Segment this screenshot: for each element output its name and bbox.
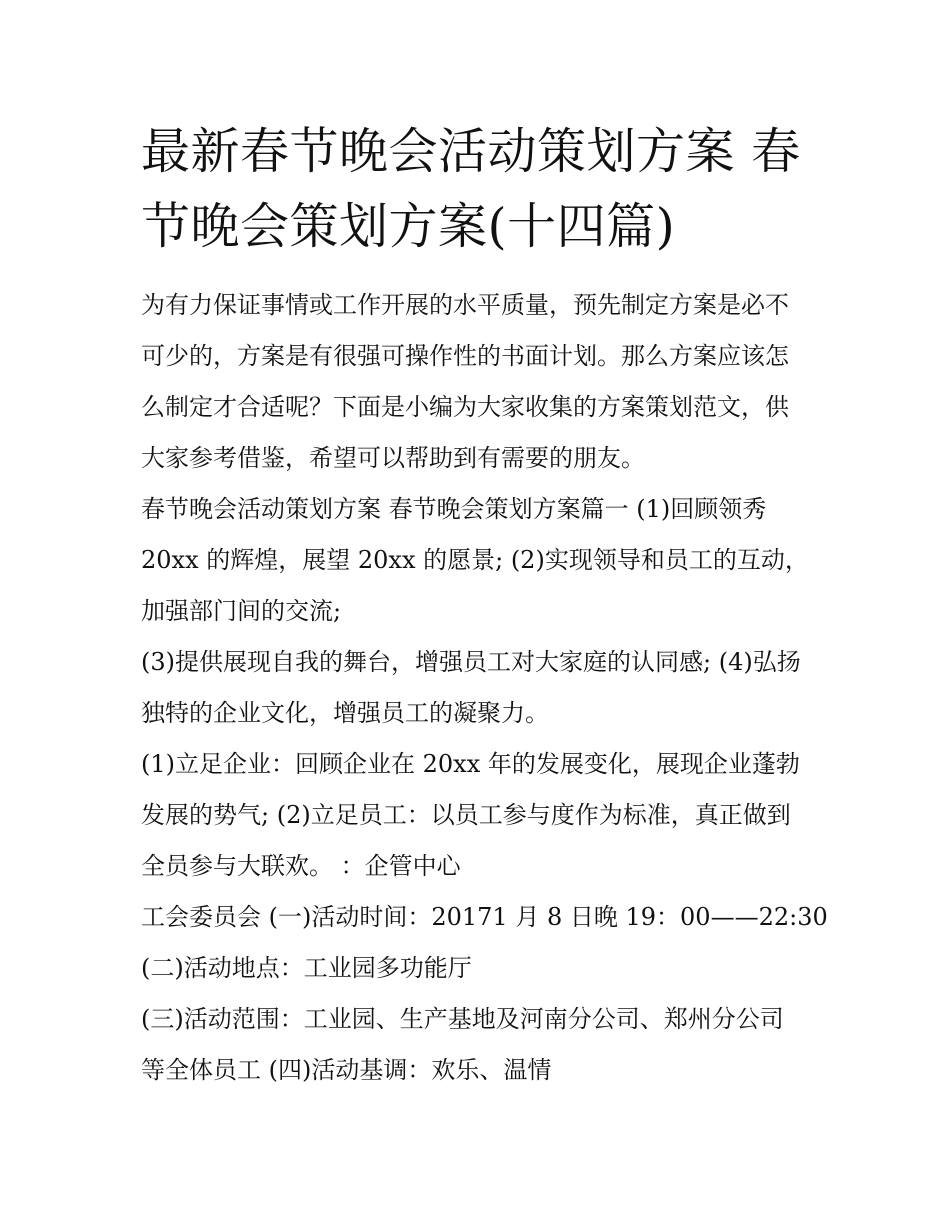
body-line: 可少的，方案是有很强可操作性的书面计划。那么方案应该怎 bbox=[141, 342, 789, 370]
title-line: 节晚会策划方案(十四篇) bbox=[141, 198, 676, 255]
body-line: (三)活动范围：工业园、生产基地及河南分公司、郑州分公司 bbox=[141, 1005, 784, 1033]
body-line: 独特的企业文化，增强员工的凝聚力。 bbox=[141, 699, 549, 727]
body-line: 等全体员工 (四)活动基调：欢乐、温情 bbox=[141, 1056, 552, 1084]
body-line: 大家参考借鉴，希望可以帮助到有需要的朋友。 bbox=[141, 444, 645, 472]
body-line: 为有力保证事情或工作开展的水平质量，预先制定方案是必不 bbox=[141, 291, 789, 319]
body-line: 全员参与大联欢。 ：企管中心 bbox=[141, 852, 461, 880]
body-line: 加强部门间的交流; bbox=[141, 597, 342, 625]
body-line: (二)活动地点：工业园多功能厅 bbox=[141, 954, 472, 982]
document-title bbox=[141, 114, 821, 264]
body-line: (1)立足企业：回顾企业在 20xx 年的发展变化，展现企业蓬勃 bbox=[141, 750, 800, 778]
body-line: 春节晚会活动策划方案 春节晚会策划方案篇一 (1)回顾领秀 bbox=[141, 495, 767, 523]
body-line: (3)提供展现自我的舞台，增强员工对大家庭的认同感; (4)弘扬 bbox=[141, 648, 801, 676]
body-line: 20xx 的辉煌，展望 20xx 的愿景; (2)实现领导和员工的互动， bbox=[141, 546, 809, 574]
title-line: 最新春节晚会活动策划方案 春 bbox=[141, 123, 801, 180]
body-line: 么制定才合适呢？下面是小编为大家收集的方案策划范文，供 bbox=[141, 393, 789, 421]
body-line: 发展的势气; (2)立足员工：以员工参与度作为标准，真正做到 bbox=[141, 801, 791, 829]
document-body bbox=[141, 280, 828, 1096]
body-line: 工会委员会 (一)活动时间：20171 月 8 日晚 19：00——22:30 bbox=[141, 903, 828, 931]
